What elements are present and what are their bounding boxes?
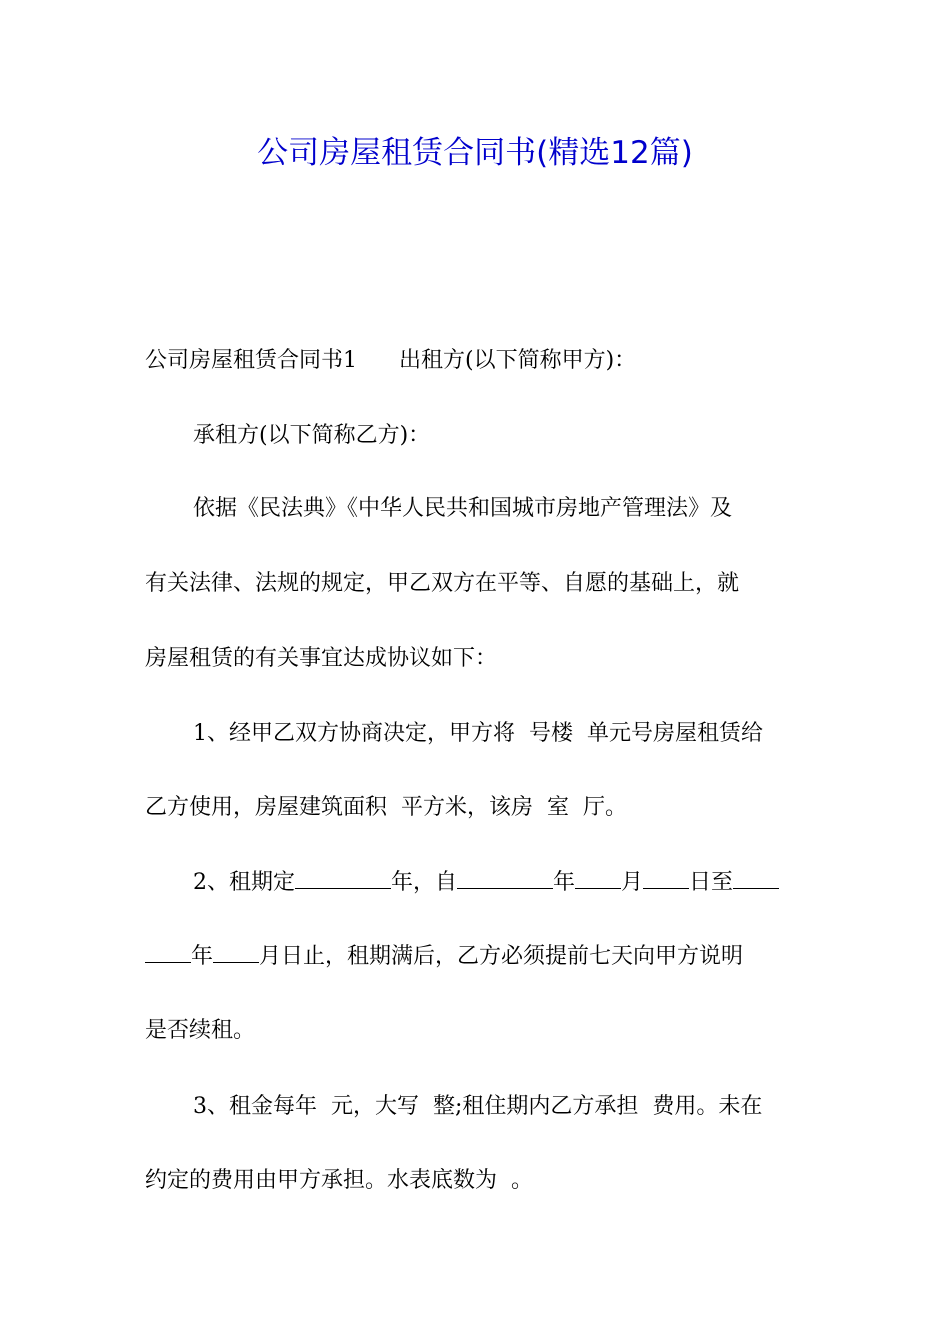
blank-field — [643, 866, 689, 889]
blank-field — [733, 866, 779, 889]
clause-2-line-2 — [145, 940, 815, 974]
basis-paragraph-line-2: 有关法律、法规的规定，甲乙双方在平等、自愿的基础上，就 — [145, 571, 740, 596]
clause-2-text: 年 — [553, 870, 576, 895]
clause-1-line-2: 乙方使用，房屋建筑面积 平方米，该房 室 厅。 — [145, 795, 627, 820]
blank-field — [457, 866, 553, 889]
clause-2-text: 年，自 — [391, 870, 458, 895]
clause-2-text: 月日止，租期满后，乙方必须提前七天向甲方说明 — [259, 944, 744, 969]
blank-field — [213, 940, 259, 963]
clause-2-line-1 — [193, 866, 863, 900]
clause-2-text: 月 — [621, 870, 644, 895]
contract-heading: 公司房屋租赁合同书1 — [145, 348, 357, 373]
document-title: 公司房屋租赁合同书(精选12篇) — [257, 135, 693, 171]
heading-line — [145, 344, 815, 378]
clause-2-text: 年 — [191, 944, 214, 969]
basis-paragraph-line-1: 依据《民法典》《中华人民共和国城市房地产管理法》及 — [193, 496, 733, 521]
blank-field — [575, 866, 621, 889]
basis-paragraph-line-3: 房屋租赁的有关事宜达成协议如下： — [145, 646, 498, 671]
clause-3-line-1: 3、租金每年 元，大写 整;租住期内乙方承担 费用。未在 — [193, 1094, 763, 1119]
clause-1-line-1: 1、经甲乙双方协商决定，甲方将 号楼 单元号房屋租赁给 — [193, 721, 763, 746]
clause-2-text: 日至 — [689, 870, 734, 895]
blank-field — [295, 866, 391, 889]
lessor-label: 出租方(以下简称甲方)： — [399, 348, 637, 373]
blank-field — [145, 940, 191, 963]
lessee-label: 承租方(以下简称乙方)： — [193, 423, 431, 448]
clause-3-line-2: 约定的费用由甲方承担。水表底数为 。 — [145, 1168, 533, 1193]
clause-2-text: 2、租期定 — [193, 870, 295, 895]
clause-2-line-3: 是否续租。 — [145, 1018, 256, 1043]
